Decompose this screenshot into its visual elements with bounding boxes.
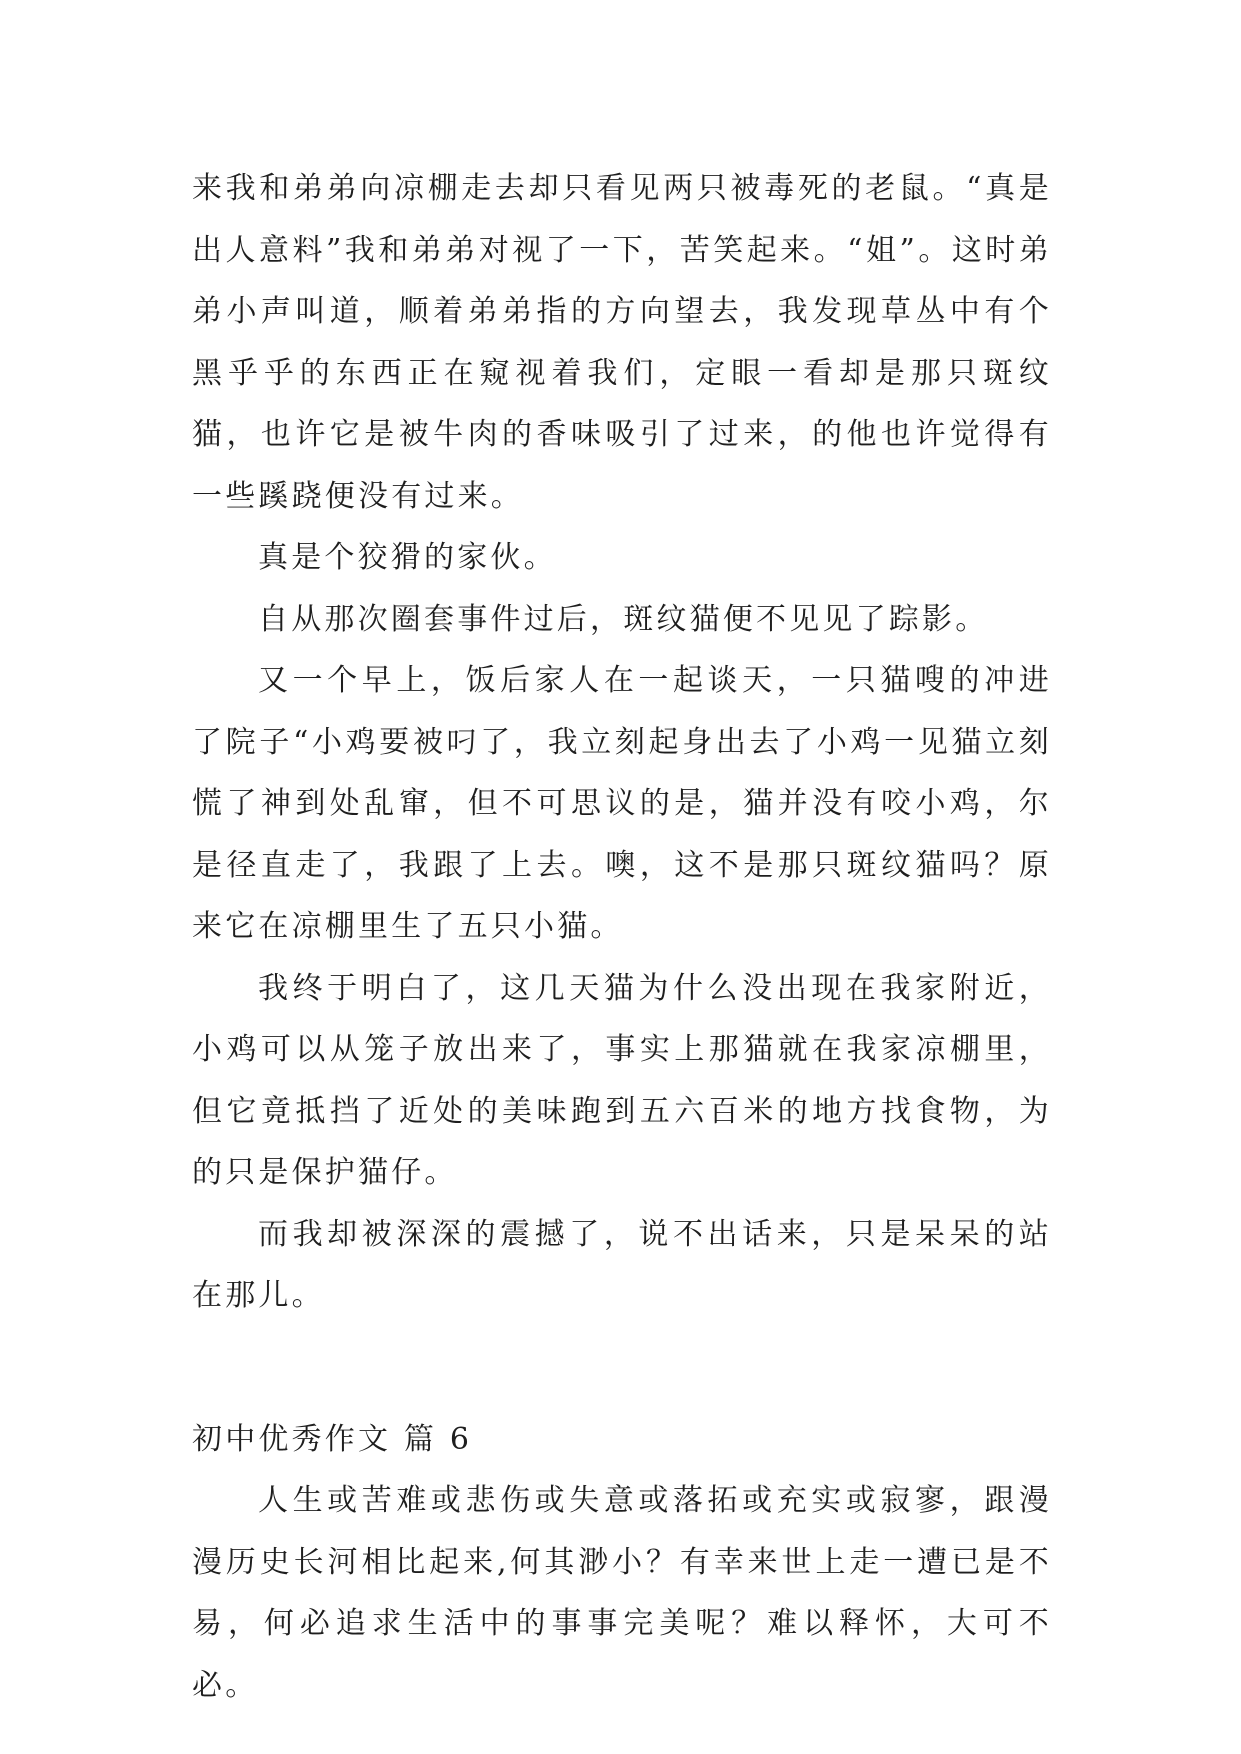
paragraph: 人生或苦难或悲伤或失意或落拓或充实或寂寥，跟漫漫历史长河相比起来,何其渺小？有幸来世上走一遭已是不易，何必追求生活中的事事完美呢？难以释怀，大可不必。 bbox=[192, 1483, 1052, 1703]
paragraph: 来我和弟弟向凉棚走去却只看见两只被毒死的老鼠。“真是出人意料”我和弟弟对视了一下，苦笑起来。“姐”。这时弟弟小声叫道，顺着弟弟指的方向望去，我发现草丛中有个黑乎乎的东西正在窥视着我们，定眼一看却是那只斑纹猫，也许它是被牛肉的香味吸引了过来，的他也许觉得有一些蹊跷便没有过来。 bbox=[192, 171, 1052, 514]
document-page bbox=[192, 158, 1052, 1716]
paragraph: 又一个早上，饭后家人在一起谈天，一只猫嗖的冲进了院子“小鸡要被叼了，我立刻起身出去了小鸡一见猫立刻慌了神到处乱窜，但不可思议的是，猫并没有咬小鸡，尔是径直走了，我跟了上去。噢，这不是那只斑纹猫吗？原来它在凉棚里生了五只小猫。 bbox=[192, 663, 1052, 944]
section-heading: 初中优秀作文 篇 6 bbox=[192, 1421, 473, 1457]
paragraph: 自从那次圈套事件过后，斑纹猫便不见见了踪影。 bbox=[258, 601, 989, 637]
paragraph: 真是个狡猾的家伙。 bbox=[258, 540, 557, 575]
paragraph: 而我却被深深的震撼了，说不出话来，只是呆呆的站在那儿。 bbox=[192, 1216, 1052, 1313]
paragraph: 我终于明白了，这几天猫为什么没出现在我家附近，小鸡可以从笼子放出来了，事实上那猫就在我家凉棚里，但它竟抵挡了近处的美味跑到五六百米的地方找食物，为的只是保护猫仔。 bbox=[192, 970, 1052, 1190]
